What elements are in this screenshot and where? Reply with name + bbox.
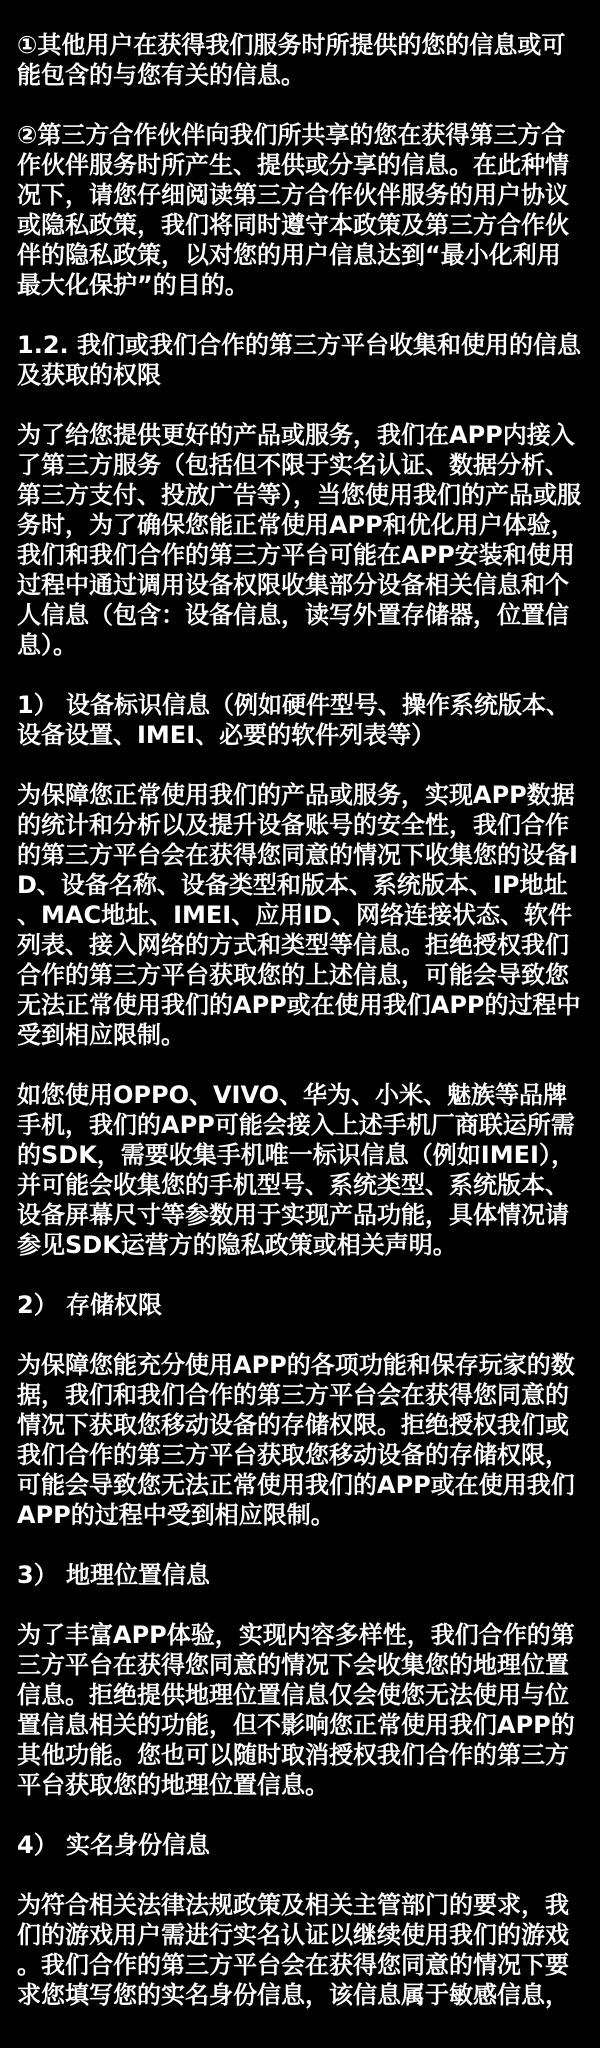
para-storage-permission-detail: 为保障您能充分使用APP的各项功能和保存玩家的数据，我们和我们合作的第三方平台会在获得您同意的情况下获取您移动设备的存储权限。拒绝授权我们或我们合作的第三方平台获取您移动设备的存储权限，可能会导致您无法正常使用我们的APP或在使用我们APP的过程中受到相应限制。 — [17, 1351, 575, 1529]
subheading-3-geolocation: 3） 地理位置信息 — [17, 1561, 211, 1589]
subheading-2-storage-permission: 2） 存储权限 — [17, 1291, 163, 1319]
para-third-party-services-intro: 为了给您提供更好的产品或服务，我们在APP内接入了第三方服务（包括但不限于实名认证、数据分析、第三方支付、投放广告等），当您使用我们的产品或服务时，为了确保您能正常使用APP和优化用户体验，我们和我们合作的第三方平台可能在APP安装和使用过程中通过调用设备权限收集部分设备相关信息和个人信息（包含：设备信息，读写外置存储器，位置信息）。 — [17, 421, 581, 659]
para-geolocation-detail: 为了丰富APP体验，实现内容多样性，我们合作的第三方平台在获得您同意的情况下会收集您的地理位置信息。拒绝提供地理位置信息仅会使您无法使用与位置信息相关的功能，但不影响您正常使用我们APP的其他功能。您也可以随时取消授权我们合作的第三方平台获取您的地理位置信息。 — [17, 1621, 575, 1799]
clause-2-third-party-partners: ②第三方合作伙伴向我们所共享的您在获得第三方合作伙伴服务时所产生、提供或分享的信息。在此种情况下，请您仔细阅读第三方合作伙伴服务的用户协议或隐私政策，我们将同时遵守本政策及第三方合作伙伴的隐私政策，以对您的用户信息达到“最小化利用最大化保护”的目的。 — [17, 121, 569, 299]
para-oem-sdk: 如您使用OPPO、VIVO、华为、小米、魅族等品牌手机，我们的APP可能会接入上述手机厂商联运所需的SDK，需要收集手机唯一标识信息（例如IMEI），并可能会收集您的手机型号、系统类型、系统版本、设备屏幕尺寸等参数用于实现产品功能，具体情况请参见SDK运营方的隐私政策或相关声明。 — [17, 1081, 575, 1259]
heading-1-2: 1.2. 我们或我们合作的第三方平台收集和使用的信息及获取的权限 — [17, 331, 581, 389]
para-device-identifier-detail: 为保障您正常使用我们的产品或服务，实现APP数据的统计和分析以及提升设备账号的安全性，我们合作的第三方平台会在获得您同意的情况下收集您的设备ID、设备名称、设备类型和版本、系统版本、IP地址、MAC地址、IMEI、应用ID、网络连接状态、软件列表、接入网络的方式和类型等信息。拒绝授权我们合作的第三方平台获取您的上述信息，可能会导致您无法正常使用我们的APP或在使用我们APP的过程中受到相应限制。 — [17, 781, 581, 1049]
para-real-name-identity-detail: 为符合相关法律法规政策及相关主管部门的要求，我们的游戏用户需进行实名认证以继续使用我们的游戏。我们合作的第三方平台会在获得您同意的情况下要求您填写您的实名身份信息，该信息属于敏感信息， — [17, 1891, 569, 2009]
subheading-1-device-identifier: 1） 设备标识信息（例如硬件型号、操作系统版本、设备设置、IMEI、必要的软件列表等） — [17, 691, 571, 749]
subheading-4-real-name-identity: 4） 实名身份信息 — [17, 1831, 211, 1859]
clause-1-other-users: ①其他用户在获得我们服务时所提供的您的信息或可能包含的与您有关的信息。 — [17, 31, 566, 89]
